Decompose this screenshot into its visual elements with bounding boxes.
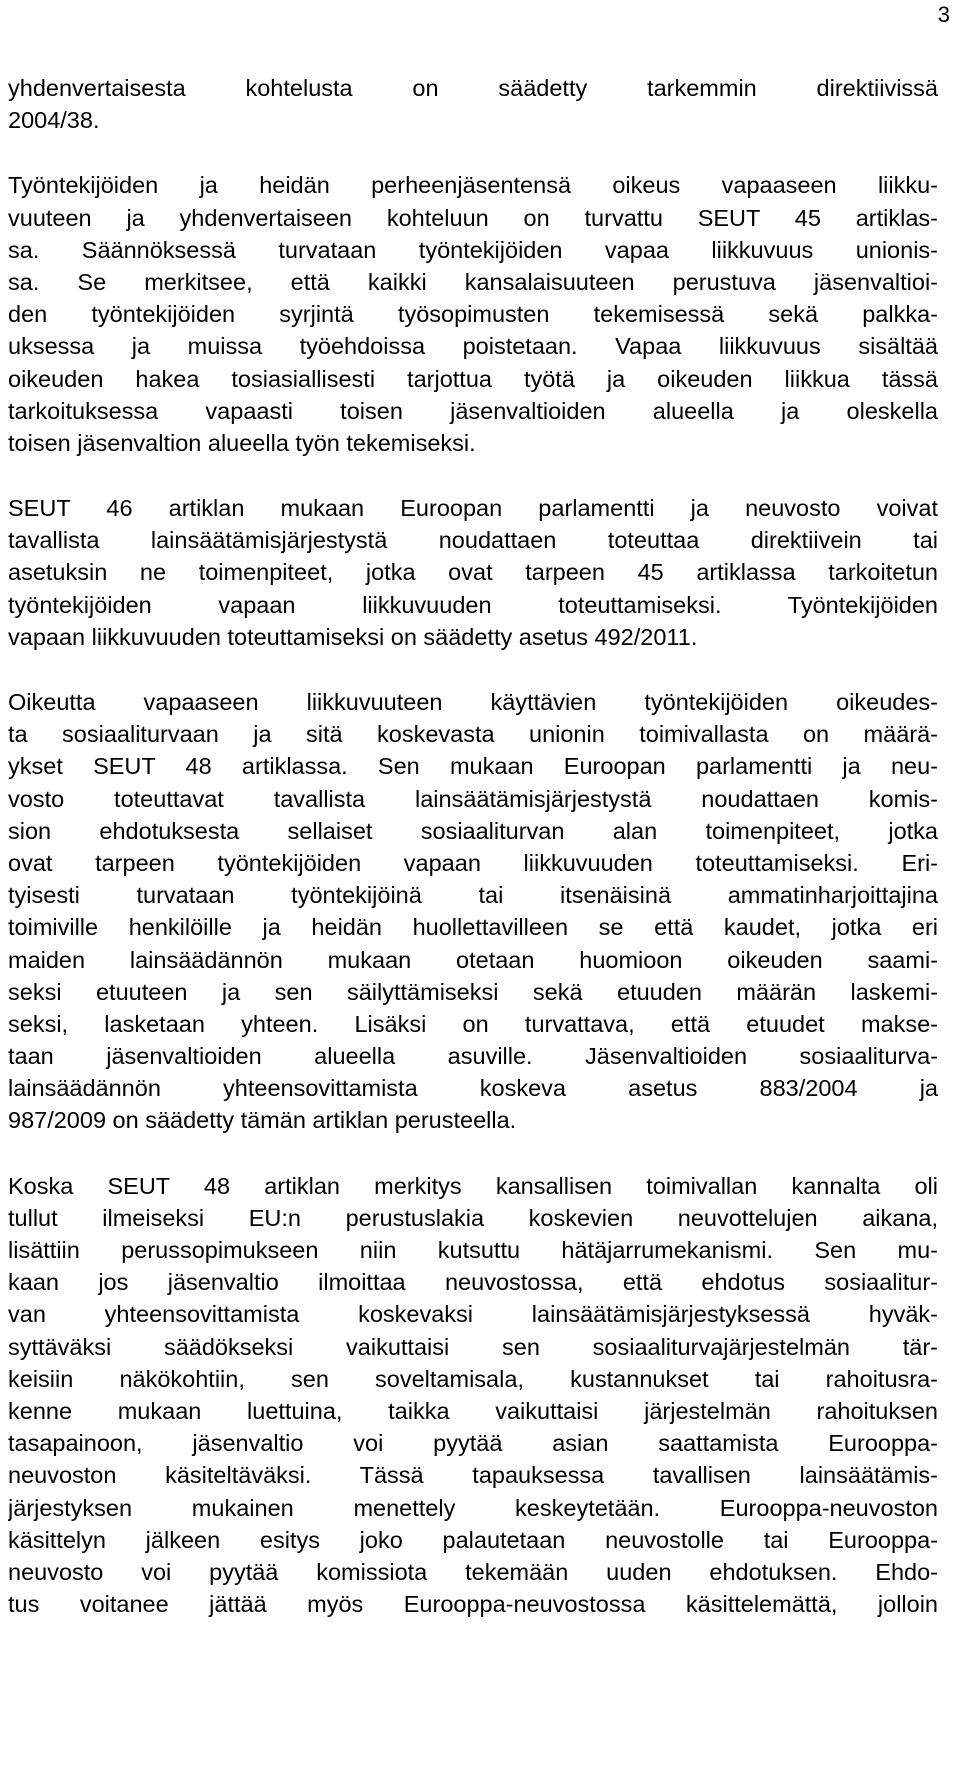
text-line: tus voitanee jättää myös Eurooppa-neuvostossa käsittelemättä, jolloin (8, 1591, 938, 1618)
text-line: uksessa ja muissa työehdoissa poistetaan. Vapaa liikkuvuus sisältää (8, 333, 938, 360)
text-line: taan jäsenvaltioiden alueella asuville. Jäsenvaltioiden sosiaaliturva- (8, 1043, 938, 1070)
text-line: ykset SEUT 48 artiklassa. Sen mukaan Euroopan parlamentti ja neu- (8, 753, 938, 780)
text-line: toimiville henkilöille ja heidän huollettavilleen se että kaudet, jotka eri (8, 914, 938, 941)
text-line: tavallista lainsäätämisjärjestystä noudattaen toteuttaa direktiivein tai (8, 527, 938, 554)
paragraph-5 (8, 1170, 938, 1621)
text-line: neuvoston käsiteltäväksi. Tässä tapauksessa tavallisen lainsäätämis- (8, 1462, 938, 1489)
text-line: Koska SEUT 48 artiklan merkitys kansallisen toimivallan kannalta oli (8, 1172, 938, 1199)
text-line: vosto toteuttavat tavallista lainsäätämisjärjestystä noudattaen komis- (8, 785, 938, 812)
text-line: tyisesti turvataan työntekijöinä tai itsenäisinä ammatinharjoittajina (8, 882, 938, 909)
text-line: toisen jäsenvaltion alueella työn tekemiseksi. (8, 429, 476, 456)
text-line: tullut ilmeiseksi EU:n perustuslakia koskevien neuvottelujen aikana, (8, 1204, 938, 1231)
text-line: Työntekijöiden ja heidän perheenjäsentensä oikeus vapaaseen liikku- (8, 172, 938, 199)
text-line: van yhteensovittamista koskevaksi lainsäätämisjärjestyksessä hyväk- (8, 1301, 938, 1328)
text-line: vapaan liikkuvuuden toteuttamiseksi on säädetty asetus 492/2011. (8, 623, 698, 650)
text-line: käsittelyn jälkeen esitys joko palautetaan neuvostolle tai Eurooppa- (8, 1526, 938, 1553)
text-line: kenne mukaan luettuina, taikka vaikuttaisi järjestelmän rahoituksen (8, 1397, 938, 1424)
text-line: kaan jos jäsenvaltio ilmoittaa neuvostossa, että ehdotus sosiaalitur- (8, 1269, 938, 1296)
text-line: sa. Säännöksessä turvataan työntekijöiden vapaa liikkuvuus unionis- (8, 236, 938, 263)
text-line: järjestyksen mukainen menettely keskeytetään. Eurooppa-neuvoston (8, 1494, 938, 1521)
page-number: 3 (937, 2, 950, 27)
text-line: seksi, lasketaan yhteen. Lisäksi on turvattava, että etuudet makse- (8, 1010, 938, 1037)
text-line: SEUT 46 artiklan mukaan Euroopan parlamentti ja neuvosto voivat (8, 495, 938, 522)
text-line: ovat tarpeen työntekijöiden vapaan liikkuvuuden toteuttamiseksi. Eri- (8, 849, 938, 876)
paragraph-2 (8, 169, 938, 459)
text-line: lisättiin perussopimukseen niin kutsuttu hätäjarrumekanismi. Sen mu- (8, 1237, 938, 1263)
paragraph-4 (8, 686, 938, 1137)
text-line: oikeuden hakea tosiasiallisesti tarjottua työtä ja oikeuden liikkua tässä (8, 365, 938, 392)
document-body (8, 72, 938, 1653)
text-line: vuuteen ja yhdenvertaiseen kohteluun on turvattu SEUT 45 artiklas- (8, 204, 938, 231)
text-line: tarkoituksessa vapaasti toisen jäsenvaltioiden alueella ja oleskella (8, 397, 938, 424)
text-line: neuvosto voi pyytää komissiota tekemään uuden ehdotuksen. Ehdo- (8, 1558, 938, 1585)
text-line: asetuksin ne toimenpiteet, jotka ovat tarpeen 45 artiklassa tarkoitetun (8, 559, 938, 586)
text-line: sion ehdotuksesta sellaiset sosiaaliturvan alan toimenpiteet, jotka (8, 817, 938, 844)
text-line: työntekijöiden vapaan liikkuvuuden toteuttamiseksi. Työntekijöiden (8, 591, 938, 618)
paragraph-3 (8, 492, 938, 653)
text-line: 2004/38. (8, 107, 100, 134)
text-line: lainsäädännön yhteensovittamista koskeva asetus 883/2004 ja (8, 1075, 938, 1102)
text-line: seksi etuuteen ja sen säilyttämiseksi sekä etuuden määrän laskemi- (8, 978, 938, 1005)
text-line: keisiin näkökohtiin, sen soveltamisala, kustannukset tai rahoitusra- (8, 1365, 938, 1392)
text-line: yhdenvertaisesta kohtelusta on säädetty tarkemmin direktiivissä (8, 75, 938, 101)
text-line: ta sosiaaliturvaan ja sitä koskevasta unionin toimivallasta on määrä- (8, 721, 938, 748)
text-line: maiden lainsäädännön mukaan otetaan huomioon oikeuden saami- (8, 946, 938, 973)
text-line: den työntekijöiden syrjintä työsopimusten tekemisessä sekä palkka- (8, 301, 938, 328)
text-line: 987/2009 on säädetty tämän artiklan perusteella. (8, 1107, 517, 1134)
text-line: Oikeutta vapaaseen liikkuvuuteen käyttävien työntekijöiden oikeudes- (8, 689, 938, 715)
text-line: sa. Se merkitsee, että kaikki kansalaisuuteen perustuva jäsenvaltioi- (8, 268, 938, 295)
paragraph-1 (8, 72, 938, 136)
text-line: syttäväksi säädökseksi vaikuttaisi sen sosiaaliturvajärjestelmän tär- (8, 1333, 938, 1360)
text-line: tasapainoon, jäsenvaltio voi pyytää asian saattamista Eurooppa- (8, 1430, 938, 1457)
